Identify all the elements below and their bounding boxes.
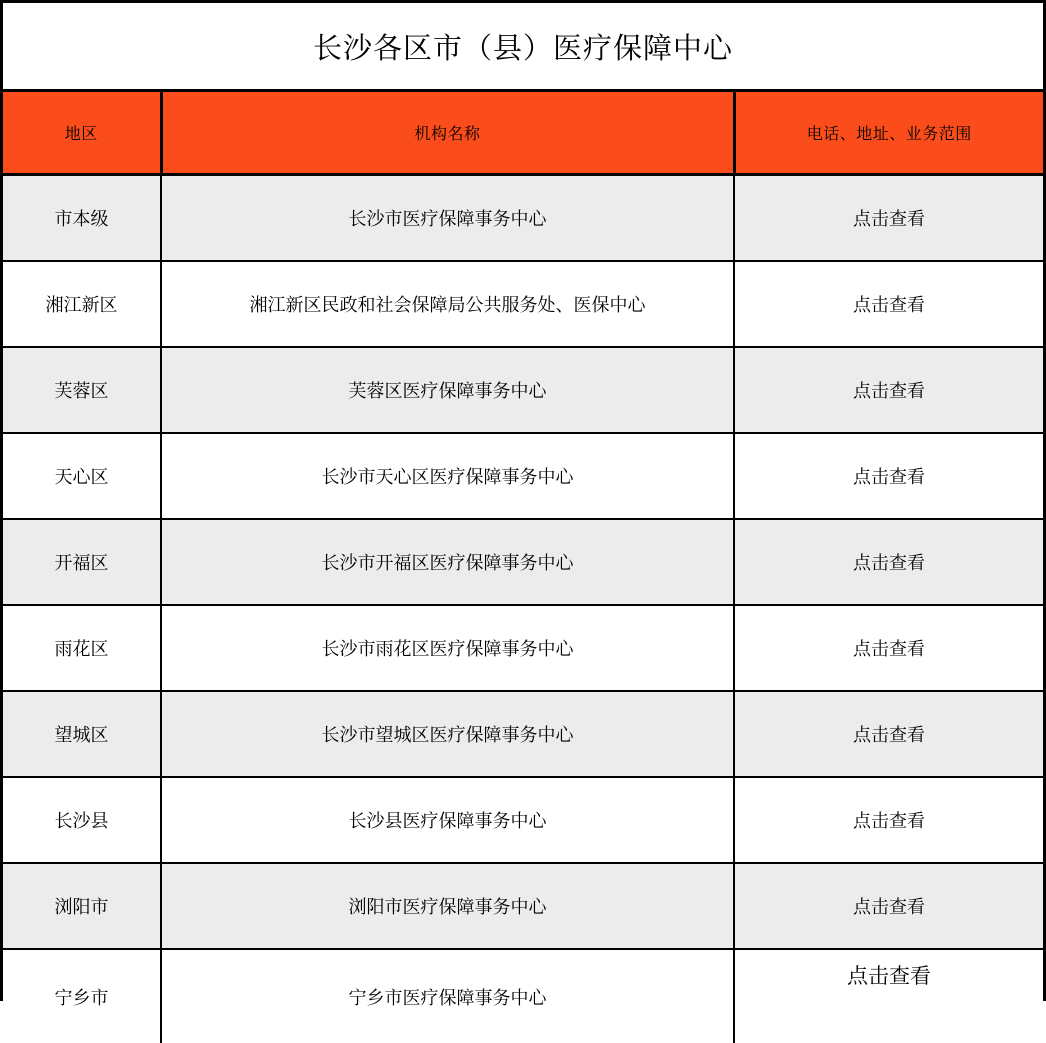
table-row xyxy=(3,347,1043,433)
cell-region: 望城区 xyxy=(3,691,161,777)
column-header-contact: 电话、地址、业务范围 xyxy=(734,92,1043,175)
view-details-link[interactable]: 点击查看 xyxy=(734,261,1043,347)
cell-organization: 湘江新区民政和社会保障局公共服务处、医保中心 xyxy=(161,261,734,347)
table-row xyxy=(3,519,1043,605)
cell-organization: 长沙市医疗保障事务中心 xyxy=(161,175,734,262)
view-details-link[interactable]: 点击查看 xyxy=(734,175,1043,262)
table-row xyxy=(3,863,1043,949)
table-title-row xyxy=(3,3,1043,92)
cell-region: 开福区 xyxy=(3,519,161,605)
table-row xyxy=(3,433,1043,519)
view-details-link[interactable]: 点击查看 xyxy=(734,691,1043,777)
cell-organization: 长沙市天心区医疗保障事务中心 xyxy=(161,433,734,519)
centers-table xyxy=(3,92,1043,1043)
cell-organization: 长沙市望城区医疗保障事务中心 xyxy=(161,691,734,777)
cell-region: 长沙县 xyxy=(3,777,161,863)
cell-region: 市本级 xyxy=(3,175,161,262)
cell-region: 雨花区 xyxy=(3,605,161,691)
page-title: 长沙各区市（县）医疗保障中心 xyxy=(313,26,733,67)
cell-organization: 芙蓉区医疗保障事务中心 xyxy=(161,347,734,433)
cell-organization: 长沙县医疗保障事务中心 xyxy=(161,777,734,863)
view-details-link[interactable]: 点击查看 xyxy=(734,519,1043,605)
cell-organization: 长沙市开福区医疗保障事务中心 xyxy=(161,519,734,605)
table-row xyxy=(3,949,1043,1043)
cell-region: 湘江新区 xyxy=(3,261,161,347)
cell-region: 天心区 xyxy=(3,433,161,519)
cell-region: 浏阳市 xyxy=(3,863,161,949)
view-details-link[interactable]: 点击查看 xyxy=(734,863,1043,949)
table-header xyxy=(3,92,1043,175)
header-row xyxy=(3,92,1043,175)
table-body xyxy=(3,175,1043,1043)
view-details-link[interactable]: 点击查看 xyxy=(734,949,1043,1043)
view-details-link[interactable]: 点击查看 xyxy=(734,777,1043,863)
table-row xyxy=(3,261,1043,347)
view-details-link[interactable]: 点击查看 xyxy=(734,433,1043,519)
table-row xyxy=(3,691,1043,777)
cell-region: 宁乡市 xyxy=(3,949,161,1043)
cell-region: 芙蓉区 xyxy=(3,347,161,433)
table-row xyxy=(3,777,1043,863)
view-details-link[interactable]: 点击查看 xyxy=(734,605,1043,691)
view-details-link[interactable]: 点击查看 xyxy=(734,347,1043,433)
table-row xyxy=(3,175,1043,262)
cell-organization: 浏阳市医疗保障事务中心 xyxy=(161,863,734,949)
column-header-region: 地区 xyxy=(3,92,161,175)
cell-organization: 宁乡市医疗保障事务中心 xyxy=(161,949,734,1043)
column-header-organization: 机构名称 xyxy=(161,92,734,175)
cell-organization: 长沙市雨花区医疗保障事务中心 xyxy=(161,605,734,691)
table-row xyxy=(3,605,1043,691)
